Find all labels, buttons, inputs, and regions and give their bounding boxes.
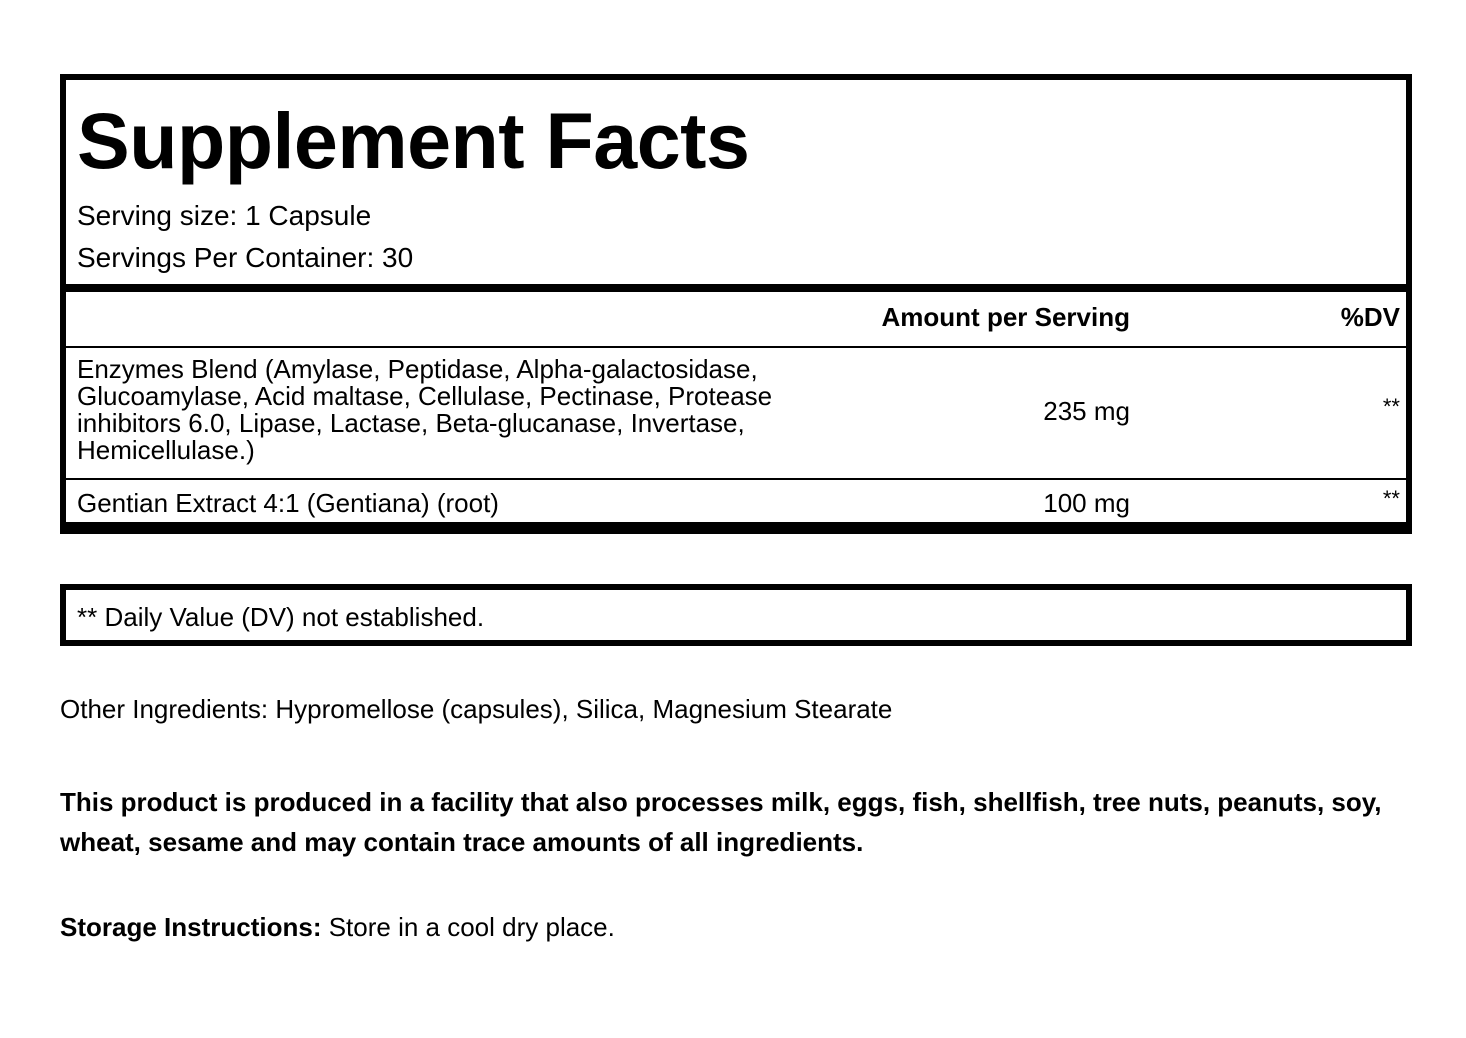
ingredient-dv: **: [1382, 486, 1400, 511]
ingredient-amount: 235 mg: [1043, 396, 1130, 426]
facts-title: Supplement Facts: [77, 96, 750, 185]
ingredient-dv: **: [1382, 394, 1400, 419]
allergen-statement: This product is produced in a facility that also processes milk, eggs, fish, shellfish, tree nuts, peanuts, soy, wheat, sesame and may contain trace amounts of all ingredients.: [60, 787, 1382, 857]
servings-per-container: Servings Per Container: 30: [77, 242, 414, 273]
amount-per-serving-header: Amount per Serving: [881, 302, 1130, 332]
daily-value-header: %DV: [1340, 302, 1400, 332]
serving-size: Serving size: 1 Capsule: [77, 200, 372, 231]
ingredient-name: Enzymes Blend (Amylase, Peptidase, Alpha-galactosidase, Glucoamylase, Acid maltase, Cellulase, Pectinase, Protease inhibitors 6.0, Lipase, Lactase, Beta-glucanase, Invertase, Hemicellulase.): [77, 354, 773, 465]
dv-note: ** Daily Value (DV) not established.: [77, 602, 485, 632]
facts-header-row: [66, 292, 1406, 348]
storage-label: Storage Instructions:: [60, 912, 322, 942]
other-ingredients: Other Ingredients: Hypromellose (capsules), Silica, Magnesium Stearate: [60, 694, 893, 724]
table-row: [66, 348, 1406, 480]
thick-divider: [66, 284, 1406, 292]
ingredient-amount: 100 mg: [1043, 488, 1130, 518]
bottom-divider: [66, 522, 1406, 528]
supplement-facts-panel: [60, 74, 1412, 534]
storage-instructions: [60, 912, 615, 943]
dv-note-box: [60, 584, 1412, 646]
table-row: [66, 480, 1406, 526]
ingredient-name: Gentian Extract 4:1 (Gentiana) (root): [77, 488, 499, 518]
storage-text: Store in a cool dry place.: [321, 912, 615, 942]
